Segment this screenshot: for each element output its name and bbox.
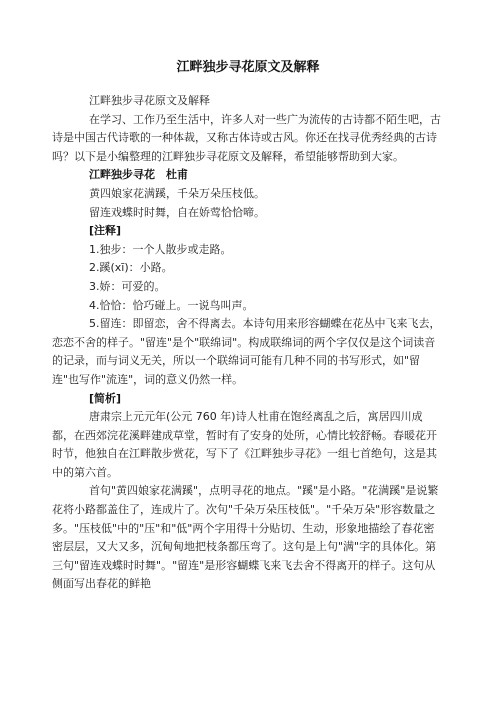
analysis-paragraph-2: 首句"黄四娘家花满蹊"，点明寻花的地点。"蹊"是小路。"花满蹊"是说繁花将小路都盖住了，连成片了。次句"千朵万朵压枝低"。"千朵万朵"形容数量之多。"压枝低"中的"压"和"低"两个字用得十分贴切、生动，形象地描绘了春花密密层层，又大又多，沉甸甸地把枝条都压弯了。这句是上句"满"字的具体化。第三句"留连戏蝶时时舞"。"留连"是形容蝴蝶飞来飞去舍不得离开的样子。这句从侧面写出春花的鲜艳 — [52, 484, 439, 591]
note-2: 2.蹊(xī)：小路。 — [89, 261, 173, 275]
note-1: 1.独步：一个人散步或走路。 — [89, 242, 232, 256]
poem-line-1: 黄四娘家花满蹊，千朵万朵压枝低。 — [89, 186, 265, 200]
notes-heading: [注释] — [89, 224, 122, 238]
intro-paragraph: 在学习、工作乃至生活中，许多人对一些广为流传的古诗都不陌生吧，古诗是中国古代诗歌的一种体裁，又称古体诗或古风。你还在找寻优秀经典的古诗吗？以下是小编整理的江畔独步寻花原文及解释，希望能够帮助到大家。 — [52, 112, 441, 163]
poem-line-2: 留连戏蝶时时舞，自在娇莺恰恰啼。 — [89, 205, 265, 219]
note-4: 4.恰恰：恰巧碰上。一说鸟叫声。 — [89, 298, 254, 312]
note-5: 5.留连：即留恋，舍不得离去。本诗句用来形容蝴蝶在花丛中飞来飞去，恋恋不舍的样子。"留连"是个"联绵词"。构成联绵词的两个字仅仅是这个词读音的记录，而与词义无关，所以一个联绵词可能有几种不同的书写形式，如"留连"也写作"流连"，词的意义仍然一样。 — [52, 317, 441, 386]
poem-title: 江畔独步寻花 杜甫 — [89, 168, 188, 182]
analysis-heading: [简析] — [89, 391, 122, 405]
document-title: 江畔独步寻花原文及解释 — [176, 60, 320, 75]
analysis-paragraph-1: 唐肃宗上元元年(公元 760 年)诗人杜甫在饱经离乱之后，寓居四川成都，在西郊浣花溪畔建成草堂，暂时有了安身的处所，心情比较舒畅。春暖花开时节，他独自在江畔散步赏花，写下了《江畔独步寻花》一组七首绝句，这是其中的第六首。 — [52, 410, 437, 479]
note-3: 3.娇：可爱的。 — [89, 279, 166, 293]
intro-heading: 江畔独步寻花原文及解释 — [89, 94, 210, 107]
